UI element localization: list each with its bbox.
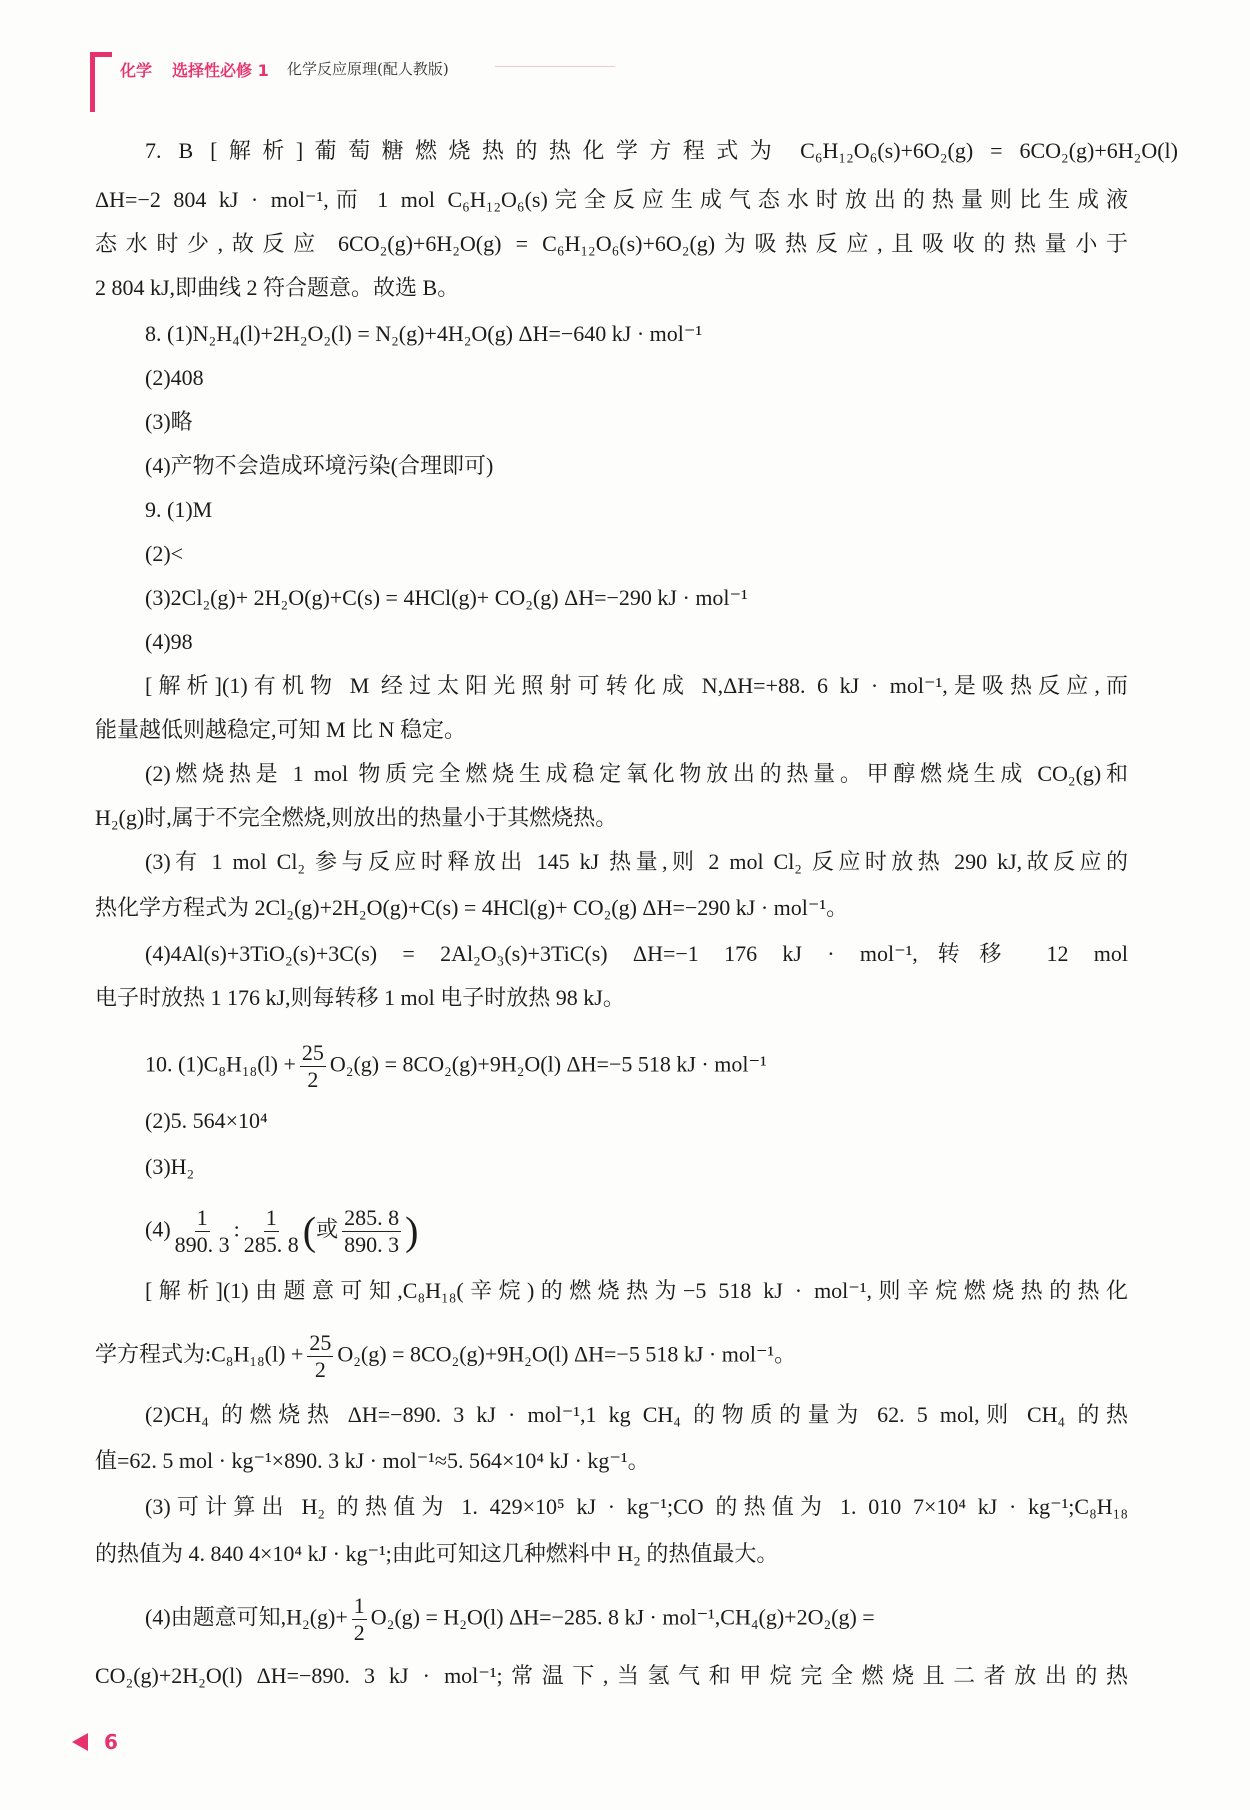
fraction xyxy=(307,1330,333,1383)
header-title: 化学反应原理(配人教版) xyxy=(287,60,449,78)
text-line: (3)可计算出 H₂ 的热值为 1. 429×10⁵ kJ · kg⁻¹;CO 的热值为 1. 010 7×10⁴ kJ · kg⁻¹;C₈H₁₈ xyxy=(145,1494,1128,1519)
fraction xyxy=(244,1205,299,1258)
fraction xyxy=(175,1205,230,1258)
or-label: 或 xyxy=(316,1216,339,1242)
ratio-sign: : xyxy=(233,1216,240,1242)
text-line: H₂(g)时,属于不完全燃烧,则放出的热量小于其燃烧热。 xyxy=(95,805,618,830)
text-line: 热化学方程式为 2Cl₂(g)+2H₂O(g)+C(s) = 4HCl(g)+ CO₂(g) ΔH=−290 kJ · mol⁻¹。 xyxy=(95,895,849,920)
equation-line-q10-1 xyxy=(145,1040,767,1093)
numerator: 1 xyxy=(196,1205,208,1230)
equation-line-q10-4 xyxy=(145,1205,418,1258)
equation-suffix: O₂(g) = 8CO₂(g)+9H₂O(l) ΔH=−5 518 kJ · mol⁻¹。 xyxy=(337,1341,797,1367)
text-line: (2)408 xyxy=(145,365,204,390)
header-book: 选择性必修 1 xyxy=(172,61,269,80)
text-line: (4)产物不会造成环境污染(合理即可) xyxy=(145,453,494,478)
numerator: 25 xyxy=(309,1330,332,1355)
text-line: [解析](1)有机物 M 经过太阳光照射可转化成 N,ΔH=+88. 6 kJ · mol⁻¹,是吸热反应,而 xyxy=(145,673,1128,698)
equation-prefix: (4)由题意可知,H₂(g)+ xyxy=(145,1604,348,1630)
equation-line-a10-4 xyxy=(145,1593,875,1646)
text-line: 7. B [解析]葡萄糖燃烧热的热化学方程式为 C₆H₁₂O₆(s)+6O₂(g) = 6CO₂(g)+6H₂O(l) xyxy=(145,138,1178,163)
denominator: 2 xyxy=(314,1357,326,1382)
text-line: 9. (1)M xyxy=(145,497,213,522)
text-line: 8. (1)N₂H₄(l)+2H₂O₂(l) = N₂(g)+4H₂O(g) ΔH=−640 kJ · mol⁻¹ xyxy=(145,321,703,346)
denominator: 890. 3 xyxy=(344,1232,400,1257)
header-subject: 化学 xyxy=(120,61,153,80)
header-side-bar xyxy=(90,52,95,112)
text-line: (3)2Cl₂(g)+ 2H₂O(g)+C(s) = 4HCl(g)+ CO₂(g) ΔH=−290 kJ · mol⁻¹ xyxy=(145,585,748,610)
denominator: 890. 3 xyxy=(174,1232,230,1257)
text-line: 态水时少,故反应 6CO₂(g)+6H₂O(g) = C₆H₁₂O₆(s)+6O₂(g)为吸热反应,且吸收的热量小于 xyxy=(95,231,1128,256)
numerator: 285. 8 xyxy=(344,1205,400,1230)
fraction xyxy=(352,1593,367,1646)
text-line: 能量越低则越稳定,可知 M 比 N 稳定。 xyxy=(95,717,466,742)
left-paren: ( xyxy=(302,1208,317,1254)
equation-suffix: O₂(g) = H₂O(l) ΔH=−285. 8 kJ · mol⁻¹,CH₄(g)+2O₂(g) = xyxy=(370,1604,875,1630)
denominator: 285. 8 xyxy=(243,1232,299,1257)
numerator: 1 xyxy=(265,1205,277,1230)
text-line: 2 804 kJ,即曲线 2 符合题意。故选 B。 xyxy=(95,275,460,300)
header-rule xyxy=(495,66,615,67)
text-line: (3)H₂ xyxy=(145,1154,195,1179)
text-line: (2)CH₄ 的燃烧热 ΔH=−890. 3 kJ · mol⁻¹,1 kg CH₄ 的物质的量为 62. 5 mol,则 CH₄ 的热 xyxy=(145,1402,1128,1427)
right-paren: ) xyxy=(405,1208,419,1254)
text-line: (3)有 1 mol Cl₂ 参与反应时释放出 145 kJ 热量,则 2 mol Cl₂ 反应时放热 290 kJ,故反应的 xyxy=(145,849,1128,874)
equation-suffix: O₂(g) = 8CO₂(g)+9H₂O(l) ΔH=−5 518 kJ · mol⁻¹ xyxy=(329,1051,767,1077)
text-line: 值=62. 5 mol · kg⁻¹×890. 3 kJ · mol⁻¹≈5. 564×10⁴ kJ · kg⁻¹。 xyxy=(95,1448,650,1473)
equation-prefix: 10. (1)C₈H₁₈(l) + xyxy=(145,1051,296,1077)
text-line: (2)燃烧热是 1 mol 物质完全燃烧生成稳定氧化物放出的热量。甲醇燃烧生成 CO₂(g)和 xyxy=(145,761,1128,786)
page-number: 6 xyxy=(104,1730,118,1754)
text-line: (4)98 xyxy=(145,629,193,654)
text-line: 的热值为 4. 840 4×10⁴ kJ · kg⁻¹;由此可知这几种燃料中 H₂ 的热值最大。 xyxy=(95,1541,779,1566)
numerator: 25 xyxy=(301,1040,324,1065)
page-arrow-icon xyxy=(72,1733,88,1751)
item-label: (4) xyxy=(145,1216,171,1242)
text-line: (2)5. 564×10⁴ xyxy=(145,1108,268,1133)
text-line: ΔH=−2 804 kJ · mol⁻¹,而 1 mol C₆H₁₂O₆(s)完全反应生成气态水时放出的热量则比生成液 xyxy=(95,187,1128,212)
text-line: (3)略 xyxy=(145,409,193,434)
denominator: 2 xyxy=(353,1620,365,1645)
text-line: (2)< xyxy=(145,541,184,566)
fraction xyxy=(342,1205,401,1258)
equation-line-a10-1 xyxy=(95,1330,796,1383)
text-line: (4)4Al(s)+3TiO₂(s)+3C(s) = 2Al₂O₃(s)+3TiC(s) ΔH=−1 176 kJ · mol⁻¹,转移 12 mol xyxy=(145,941,1128,966)
denominator: 2 xyxy=(307,1067,319,1092)
text-line: CO₂(g)+2H₂O(l) ΔH=−890. 3 kJ · mol⁻¹;常温下,当氢气和甲烷完全燃烧且二者放出的热 xyxy=(95,1663,1128,1688)
equation-prefix: 学方程式为:C₈H₁₈(l) + xyxy=(95,1341,304,1367)
fraction xyxy=(300,1040,326,1093)
numerator: 1 xyxy=(353,1593,365,1618)
text-line: [解析](1)由题意可知,C₈H₁₈(辛烷)的燃烧热为−5 518 kJ · mol⁻¹,则辛烷燃烧热的热化 xyxy=(145,1278,1128,1303)
text-line: 电子时放热 1 176 kJ,则每转移 1 mol 电子时放热 98 kJ。 xyxy=(95,985,625,1010)
